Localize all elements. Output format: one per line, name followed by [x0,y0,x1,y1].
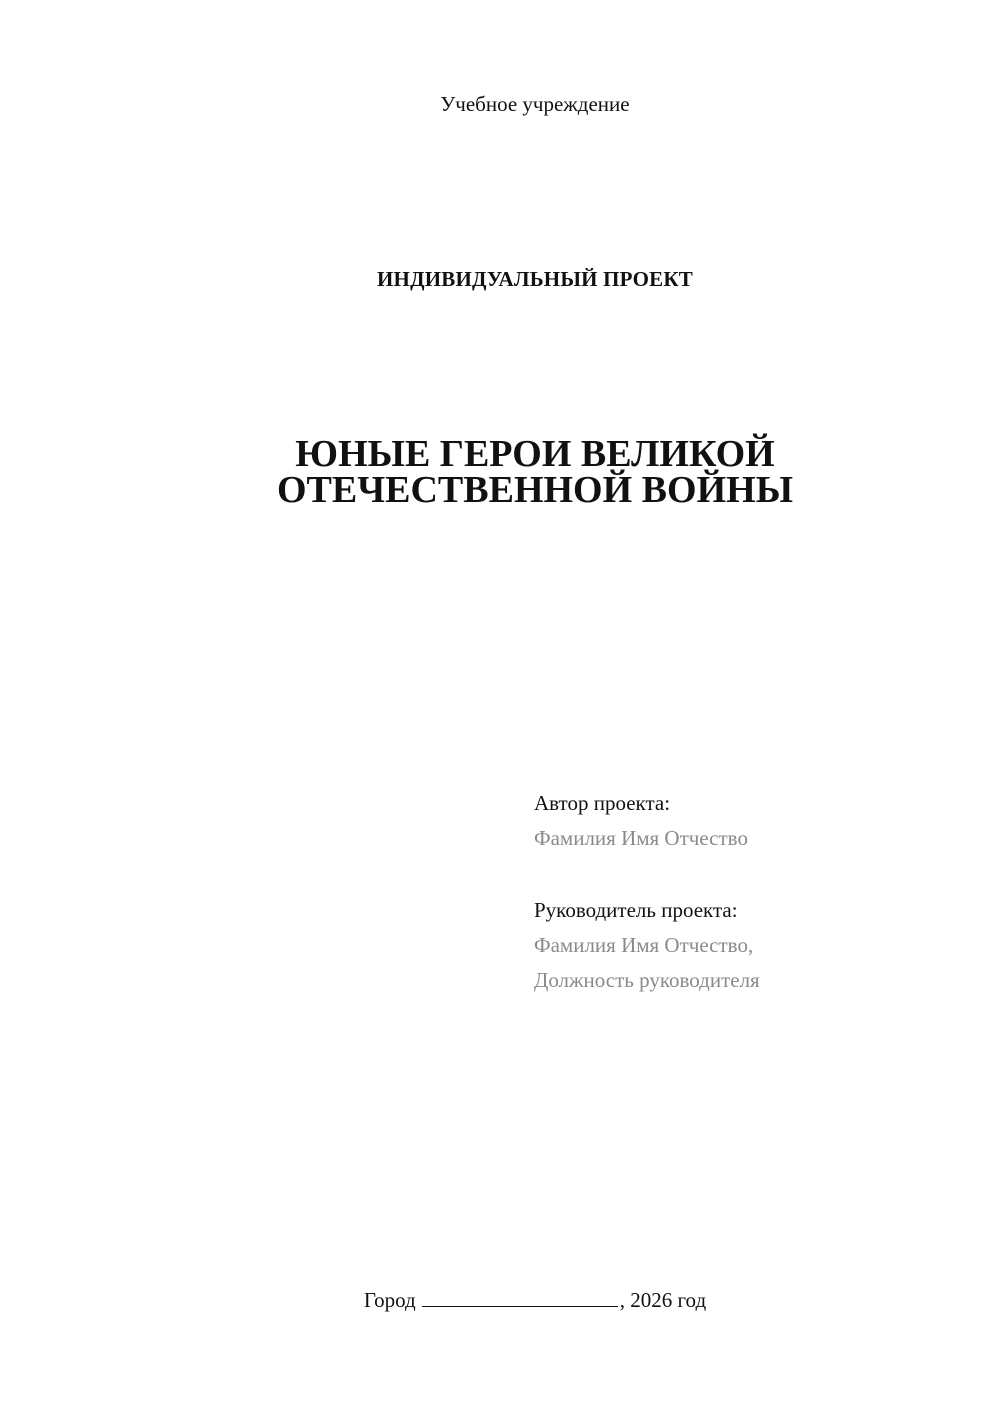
author-label: Автор проекта: [534,791,671,815]
supervisor-position-placeholder: Должность руководителя [534,968,760,992]
city-blank-line [422,1288,618,1307]
institution-name: Учебное учреждение [440,92,630,116]
city-label: Город [363,1288,416,1312]
project-title-line-1: ЮНЫЕ ГЕРОИ ВЕЛИКОЙ [295,433,775,475]
project-title [0,433,1000,511]
author-name-placeholder: Фамилия Имя Отчество [534,826,748,850]
author-block [534,786,748,856]
city-year-line [0,1288,1000,1313]
supervisor-name-placeholder: Фамилия Имя Отчество, [534,933,754,957]
year-text: , 2026 год [619,1288,707,1312]
supervisor-label: Руководитель проекта: [534,898,738,922]
supervisor-block [534,893,760,998]
project-title-line-2: ОТЕЧЕСТВЕННОЙ ВОЙНЫ [276,469,794,511]
project-type-heading: ИНДИВИДУАЛЬНЫЙ ПРОЕКТ [377,267,693,291]
